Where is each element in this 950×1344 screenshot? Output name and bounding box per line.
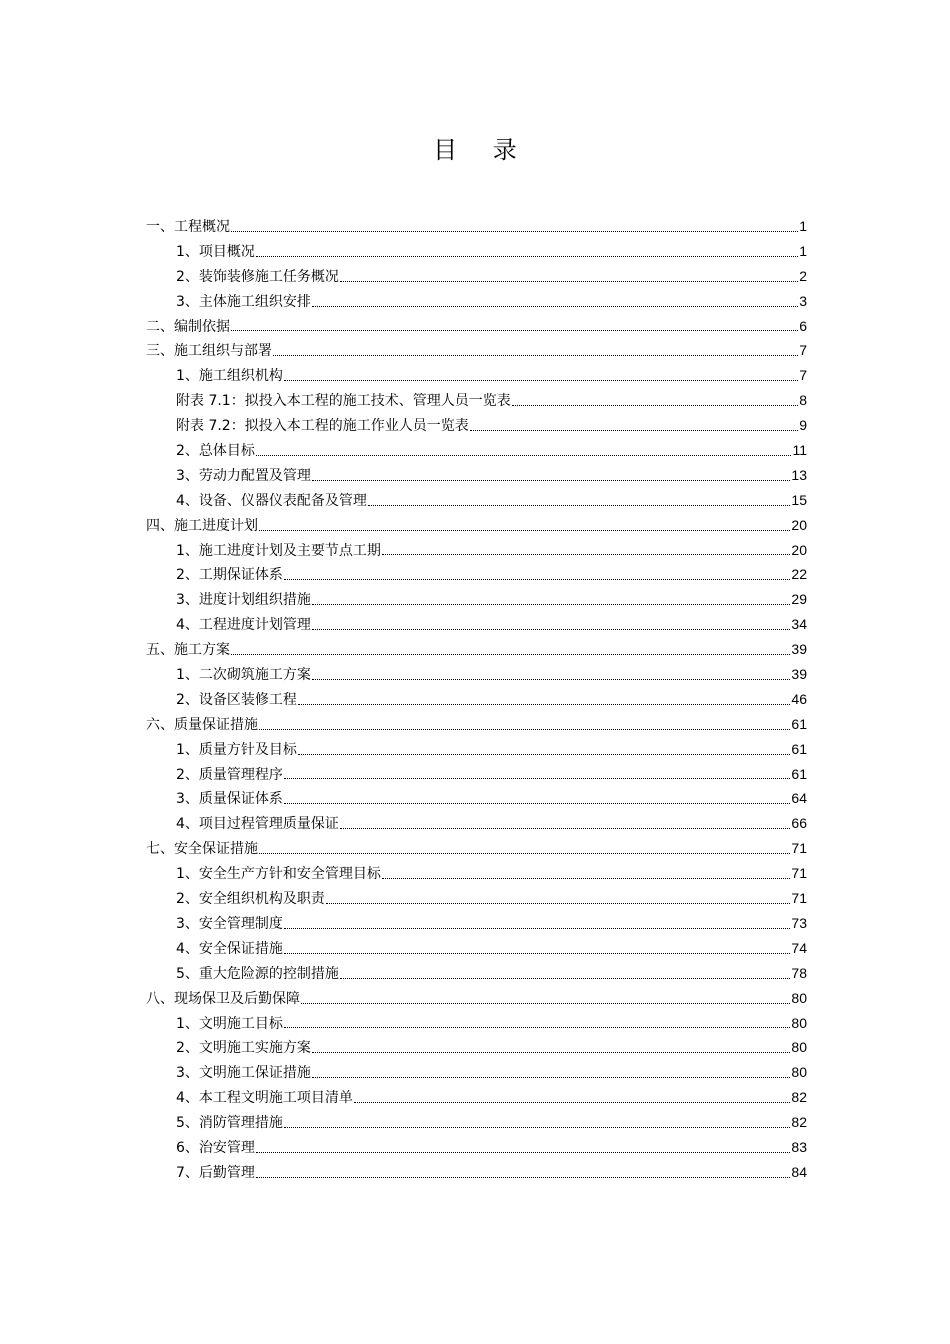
toc-dot-leader: [231, 329, 798, 331]
toc-page-number: 39: [791, 666, 807, 683]
toc-dot-leader: [298, 753, 791, 755]
toc-section-entry[interactable]: [146, 836, 807, 861]
toc-page-number: 73: [791, 914, 807, 931]
toc-entry-label: 7、后勤管理: [176, 1164, 255, 1181]
toc-page-number: 64: [791, 790, 807, 807]
toc-dot-leader: [340, 827, 791, 829]
toc-dot-leader: [284, 1026, 791, 1028]
toc-section-entry[interactable]: [146, 314, 807, 339]
toc-dot-leader: [259, 529, 790, 531]
toc-subsection-entry[interactable]: [146, 1160, 807, 1185]
toc-entry-label: 三、施工组织与部署: [146, 343, 272, 360]
toc-page-number: 39: [791, 641, 807, 658]
toc-entry-label: 1、施工组织机构: [176, 368, 283, 385]
toc-entry-label: 一、工程概况: [146, 219, 230, 235]
toc-subsection-entry[interactable]: [146, 388, 807, 413]
toc-entry-label: 3、质量保证体系: [176, 791, 283, 808]
toc-subsection-entry[interactable]: [146, 264, 807, 289]
toc-subsection-entry[interactable]: [146, 1035, 807, 1060]
toc-dot-leader: [273, 354, 798, 356]
toc-page-number: 80: [791, 1064, 807, 1081]
toc-page-number: 80: [791, 1039, 807, 1056]
toc-entry-label: 3、文明施工保证措施: [176, 1065, 311, 1082]
toc-entry-label: 七、安全保证措施: [146, 841, 258, 858]
toc-subsection-entry[interactable]: [146, 488, 807, 513]
toc-dot-leader: [312, 1051, 791, 1053]
toc-dot-leader: [284, 927, 791, 929]
toc-subsection-entry[interactable]: [146, 762, 807, 787]
toc-dot-leader: [256, 1176, 791, 1178]
toc-dot-leader: [256, 255, 798, 257]
toc-subsection-entry[interactable]: [146, 1135, 807, 1160]
toc-entry-label: 2、装饰装修施工任务概况: [176, 268, 339, 285]
toc-dot-leader: [312, 479, 791, 481]
toc-subsection-entry[interactable]: [146, 587, 807, 612]
toc-page-number: 1: [799, 218, 807, 234]
toc-entry-label: 4、安全保证措施: [176, 940, 283, 957]
toc-page-number: 61: [791, 765, 807, 782]
toc-page-number: 20: [791, 541, 807, 558]
toc-page-number: 82: [791, 1089, 807, 1106]
toc-entry-label: 四、施工进度计划: [146, 517, 258, 534]
toc-section-entry[interactable]: [146, 214, 807, 239]
toc-page-number: 84: [791, 1163, 807, 1180]
toc-subsection-entry[interactable]: [146, 1011, 807, 1036]
toc-page-number: 7: [799, 367, 807, 384]
toc-dot-leader: [284, 1126, 791, 1128]
toc-dot-leader: [382, 877, 791, 879]
toc-subsection-entry[interactable]: [146, 811, 807, 836]
toc-page-number: 71: [791, 865, 807, 882]
toc-dot-leader: [512, 404, 798, 406]
toc-subsection-entry[interactable]: [146, 538, 807, 563]
table-of-contents: [146, 214, 807, 1185]
toc-entry-label: 4、项目过程管理质量保证: [176, 816, 339, 833]
toc-dot-leader: [340, 280, 798, 282]
toc-entry-label: 5、重大危险源的控制措施: [176, 965, 339, 982]
toc-entry-label: 3、进度计划组织措施: [176, 592, 311, 609]
toc-entry-label: 二、编制依据: [146, 318, 230, 335]
toc-entry-label: 1、文明施工目标: [176, 1015, 283, 1032]
toc-page-number: 7: [799, 342, 807, 359]
toc-page-number: 29: [791, 591, 807, 608]
toc-subsection-entry[interactable]: [146, 662, 807, 687]
toc-entry-label: 1、质量方针及目标: [176, 741, 297, 758]
toc-dot-leader: [284, 578, 791, 580]
toc-section-entry[interactable]: [146, 986, 807, 1011]
toc-dot-leader: [326, 902, 791, 904]
toc-subsection-entry[interactable]: [146, 612, 807, 637]
toc-page-number: 34: [791, 616, 807, 633]
toc-page-number: 6: [799, 317, 807, 334]
toc-subsection-entry[interactable]: [146, 413, 807, 438]
toc-entry-label: 2、设备区装修工程: [176, 691, 297, 708]
toc-page-number: 8: [799, 392, 807, 409]
toc-page-number: 66: [791, 815, 807, 832]
toc-subsection-entry[interactable]: [146, 363, 807, 388]
toc-page-number: 78: [791, 964, 807, 981]
toc-page-number: 9: [799, 417, 807, 434]
toc-page-number: 22: [791, 566, 807, 583]
toc-dot-leader: [284, 952, 791, 954]
toc-page-number: 71: [791, 890, 807, 907]
toc-dot-leader: [312, 305, 798, 307]
toc-page-number: 83: [791, 1138, 807, 1155]
toc-page-number: 61: [791, 715, 807, 732]
toc-subsection-entry[interactable]: [146, 911, 807, 936]
toc-entry-label: 1、施工进度计划及主要节点工期: [176, 542, 381, 559]
toc-subsection-entry[interactable]: [146, 737, 807, 762]
toc-subsection-entry[interactable]: [146, 562, 807, 587]
toc-subsection-entry[interactable]: [146, 463, 807, 488]
toc-dot-leader: [340, 977, 791, 979]
toc-page-number: 20: [791, 516, 807, 533]
toc-page-number: 3: [799, 292, 807, 309]
toc-entry-label: 3、主体施工组织安排: [176, 293, 311, 310]
toc-page-number: 46: [791, 690, 807, 707]
toc-dot-leader: [354, 1101, 791, 1103]
page-title: 目 录: [433, 136, 531, 164]
toc-dot-leader: [382, 553, 791, 555]
toc-entry-label: 3、安全管理制度: [176, 915, 283, 932]
toc-entry-label: 4、设备、仪器仪表配备及管理: [176, 492, 367, 509]
toc-page-number: 13: [791, 466, 807, 483]
toc-entry-label: 2、安全组织机构及职责: [176, 891, 325, 908]
toc-entry-label: 5、消防管理措施: [176, 1115, 283, 1132]
toc-entry-label: 1、安全生产方针和安全管理目标: [176, 866, 381, 883]
toc-dot-leader: [259, 728, 790, 730]
toc-entry-label: 附表 7.2：拟投入本工程的施工作业人员一览表: [176, 418, 469, 435]
toc-entry-label: 五、施工方案: [146, 642, 230, 659]
toc-entry-label: 1、项目概况: [176, 243, 255, 260]
toc-page-number: 82: [791, 1114, 807, 1131]
toc-page-number: 80: [791, 989, 807, 1006]
toc-dot-leader: [301, 1002, 790, 1004]
toc-dot-leader: [256, 1151, 791, 1153]
toc-entry-label: 八、现场保卫及后勤保障: [146, 990, 300, 1007]
toc-dot-leader: [312, 1076, 791, 1078]
toc-dot-leader: [312, 603, 791, 605]
toc-page-number: 2: [799, 267, 807, 284]
toc-page-number: 15: [791, 491, 807, 508]
toc-subsection-entry[interactable]: [146, 289, 807, 314]
toc-subsection-entry[interactable]: [146, 1085, 807, 1110]
toc-subsection-entry[interactable]: [146, 786, 807, 811]
toc-entry-label: 1、二次砌筑施工方案: [176, 667, 311, 684]
toc-dot-leader: [284, 777, 791, 779]
toc-dot-leader: [259, 852, 790, 854]
toc-subsection-entry[interactable]: [146, 861, 807, 886]
toc-entry-label: 4、本工程文明施工项目清单: [176, 1090, 353, 1107]
toc-subsection-entry[interactable]: [146, 886, 807, 911]
toc-page-number: 80: [791, 1014, 807, 1031]
toc-subsection-entry[interactable]: [146, 961, 807, 986]
toc-page-number: 61: [791, 740, 807, 757]
toc-subsection-entry[interactable]: [146, 1110, 807, 1135]
toc-dot-leader: [231, 230, 798, 232]
toc-section-entry[interactable]: [146, 338, 807, 363]
toc-dot-leader: [312, 678, 791, 680]
toc-dot-leader: [231, 653, 790, 655]
toc-subsection-entry[interactable]: [146, 687, 807, 712]
toc-dot-leader: [368, 504, 791, 506]
toc-dot-leader: [284, 379, 798, 381]
toc-dot-leader: [312, 628, 791, 630]
toc-dot-leader: [284, 802, 791, 804]
toc-entry-label: 6、治安管理: [176, 1139, 255, 1156]
toc-subsection-entry[interactable]: [146, 1060, 807, 1085]
toc-entry-label: 2、总体目标: [176, 443, 255, 460]
toc-section-entry[interactable]: [146, 637, 807, 662]
toc-entry-label: 六、质量保证措施: [146, 716, 258, 733]
toc-subsection-entry[interactable]: [146, 438, 807, 463]
toc-subsection-entry[interactable]: [146, 239, 807, 264]
toc-entry-label: 2、文明施工实施方案: [176, 1040, 311, 1057]
toc-entry-label: 3、劳动力配置及管理: [176, 467, 311, 484]
toc-entry-label: 2、质量管理程序: [176, 766, 283, 783]
toc-page-number: 1: [799, 242, 807, 259]
toc-entry-label: 4、工程进度计划管理: [176, 617, 311, 634]
toc-subsection-entry[interactable]: [146, 936, 807, 961]
toc-section-entry[interactable]: [146, 712, 807, 737]
toc-dot-leader: [470, 429, 798, 431]
toc-entry-label: 附表 7.1：拟投入本工程的施工技术、管理人员一览表: [176, 393, 511, 410]
toc-dot-leader: [298, 703, 791, 705]
toc-section-entry[interactable]: [146, 513, 807, 538]
toc-page-number: 71: [791, 840, 807, 857]
toc-entry-label: 2、工期保证体系: [176, 567, 283, 584]
toc-page-number: 74: [791, 939, 807, 956]
toc-dot-leader: [256, 454, 792, 456]
toc-page-number: 11: [792, 442, 807, 459]
